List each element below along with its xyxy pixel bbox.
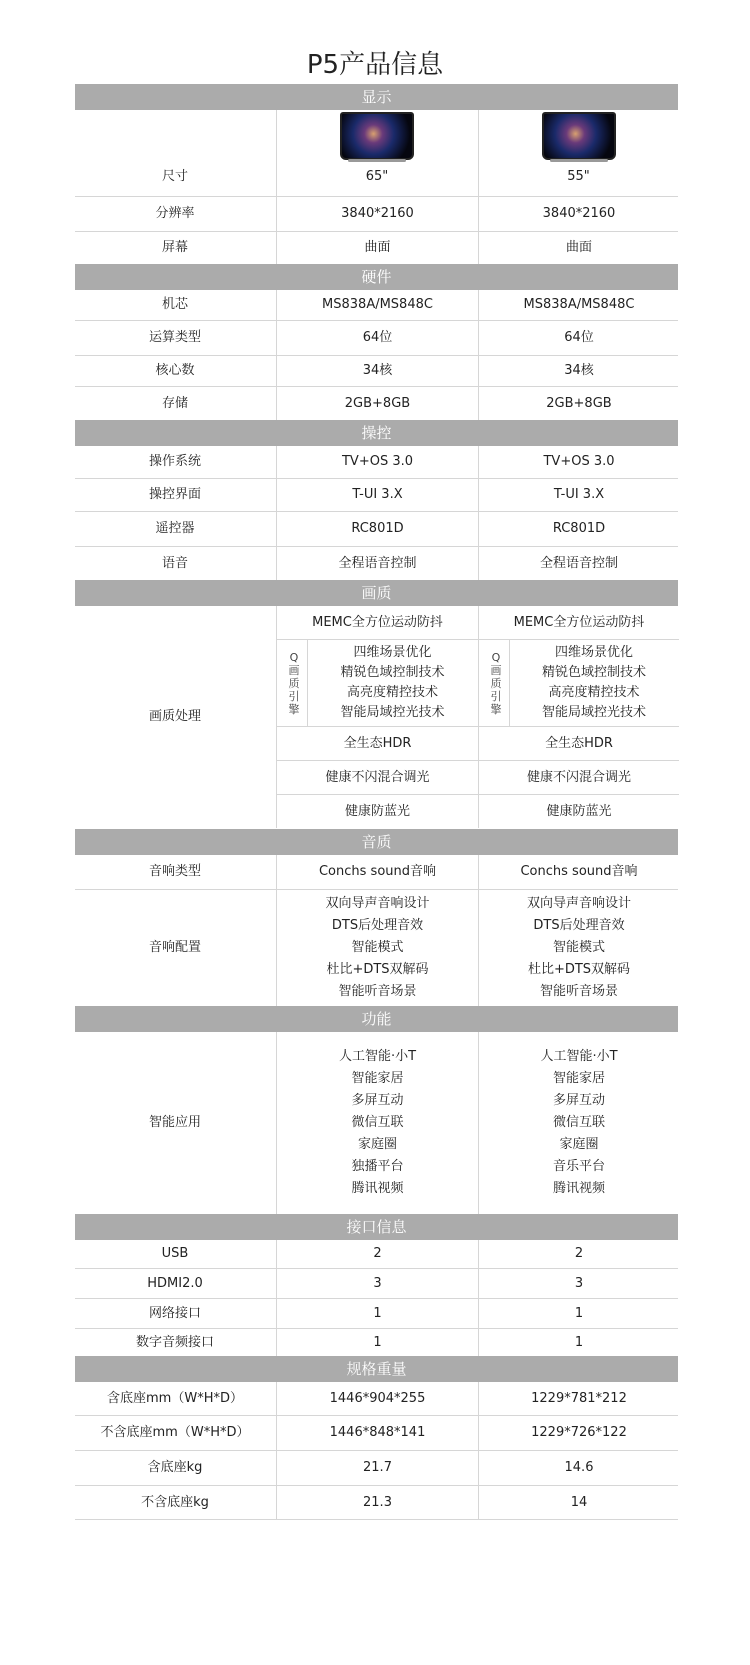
value-a: 3 bbox=[276, 1269, 478, 1298]
value-a: T-UI 3.X bbox=[276, 479, 478, 511]
value-a: 1 bbox=[276, 1329, 478, 1356]
value-a: 2GB+8GB bbox=[276, 387, 478, 420]
row-label: 网络接口 bbox=[148, 1305, 201, 1321]
spec-row-size bbox=[75, 110, 678, 197]
row-label: 屏幕 bbox=[161, 240, 188, 255]
value-b: 3840*2160 bbox=[478, 197, 679, 231]
value-a: 曲面 bbox=[276, 232, 478, 264]
dimming-feature: 健康不闪混合调光 bbox=[479, 761, 679, 795]
spec-row-chip bbox=[75, 290, 678, 321]
section-header-control: 操控 bbox=[75, 420, 678, 446]
section-header-display: 显示 bbox=[75, 84, 678, 110]
q-engine-block bbox=[277, 640, 478, 727]
q-engine-block bbox=[479, 640, 679, 727]
value-a: 1 bbox=[276, 1299, 478, 1328]
spec-row-with-base-dim bbox=[75, 1382, 678, 1416]
spec-row-with-base-kg bbox=[75, 1451, 678, 1486]
row-label: 数字音频接口 bbox=[135, 1334, 214, 1350]
picture-cell-a bbox=[276, 606, 478, 828]
value-b: 64位 bbox=[478, 321, 679, 355]
spec-row-usb bbox=[75, 1240, 678, 1269]
hdr-feature: 全生态HDR bbox=[277, 727, 478, 761]
spec-row-os bbox=[75, 446, 678, 479]
spec-row-voice bbox=[75, 547, 678, 580]
smart-apps-a: 人工智能·小T 智能家居 多屏互动 微信互联 家庭圈 独播平台 腾讯视频 bbox=[276, 1032, 478, 1214]
row-label: 操作系统 bbox=[148, 454, 201, 469]
spec-row-hdmi bbox=[75, 1269, 678, 1299]
row-label: 画质处理 bbox=[148, 709, 201, 724]
spec-row-cores bbox=[75, 356, 678, 387]
spec-row-audio-config bbox=[75, 890, 678, 1006]
value-b: 2GB+8GB bbox=[478, 387, 679, 420]
section-header-hardware: 硬件 bbox=[75, 264, 678, 290]
section-header-audio: 音质 bbox=[75, 829, 678, 855]
dimming-feature: 健康不闪混合调光 bbox=[277, 761, 478, 795]
value-a: 34核 bbox=[276, 356, 478, 386]
audio-config-b: 双向导声音响设计 DTS后处理音效 智能模式 杜比+DTS双解码 智能听音场景 bbox=[478, 890, 679, 1006]
value-a: RC801D bbox=[276, 512, 478, 546]
spec-row-ui bbox=[75, 479, 678, 512]
value-b: Conchs sound音响 bbox=[478, 855, 679, 889]
value-a: 1446*904*255 bbox=[276, 1382, 478, 1415]
spec-row-resolution bbox=[75, 197, 678, 232]
value-b: 34核 bbox=[478, 356, 679, 386]
value-b: RC801D bbox=[478, 512, 679, 546]
row-label: 遥控器 bbox=[155, 521, 195, 536]
row-label: 含底座mm（W*H*D） bbox=[107, 1390, 243, 1406]
q-engine-features: 四维场景优化 精锐色域控制技术 高亮度精控技术 智能局域控光技术 bbox=[541, 645, 646, 720]
row-label: 机芯 bbox=[161, 297, 188, 312]
spec-row-digital-audio bbox=[75, 1329, 678, 1356]
value-b: 1229*781*212 bbox=[478, 1382, 679, 1415]
smart-apps-b: 人工智能·小T 智能家居 多屏互动 微信互联 家庭圈 音乐平台 腾讯视频 bbox=[478, 1032, 679, 1214]
hdr-feature: 全生态HDR bbox=[479, 727, 679, 761]
value-b: 14.6 bbox=[478, 1451, 679, 1485]
page-title: P5产品信息 bbox=[306, 50, 444, 80]
size-value: 55" bbox=[567, 169, 590, 184]
q-engine-label: Q 画 质 引 擎 bbox=[483, 640, 510, 726]
spec-row-without-base-dim bbox=[75, 1416, 678, 1451]
value-a: Conchs sound音响 bbox=[276, 855, 478, 889]
value-b: 曲面 bbox=[478, 232, 679, 264]
size-cell-b bbox=[478, 110, 678, 196]
section-header-spec: 规格重量 bbox=[75, 1356, 678, 1382]
value-b: 14 bbox=[478, 1486, 679, 1519]
picture-cell-b bbox=[478, 606, 679, 828]
value-b: 2 bbox=[478, 1240, 679, 1268]
spec-row-network bbox=[75, 1299, 678, 1329]
row-label: 含底座kg bbox=[147, 1460, 203, 1475]
value-a: 2 bbox=[276, 1240, 478, 1268]
size-value: 65" bbox=[365, 169, 389, 184]
row-label: 分辨率 bbox=[155, 206, 195, 221]
row-label: 操控界面 bbox=[148, 487, 201, 502]
value-b: 1 bbox=[478, 1299, 679, 1328]
row-label: 音响配置 bbox=[148, 940, 201, 955]
row-label: 不含底座kg bbox=[141, 1494, 209, 1510]
spec-row-audio-type bbox=[75, 855, 678, 890]
row-label: HDMI2.0 bbox=[147, 1275, 203, 1291]
spec-row-screen bbox=[75, 232, 678, 264]
tv-product-image bbox=[338, 110, 416, 162]
value-b: 1 bbox=[478, 1329, 679, 1356]
spec-row-smart-apps bbox=[75, 1032, 678, 1214]
value-a: TV+OS 3.0 bbox=[276, 446, 478, 478]
row-label: 核心数 bbox=[155, 363, 195, 378]
value-a: MS838A/MS848C bbox=[276, 290, 478, 320]
value-b: TV+OS 3.0 bbox=[478, 446, 679, 478]
memc-feature: MEMC全方位运动防抖 bbox=[277, 606, 478, 640]
section-header-picture: 画质 bbox=[75, 580, 678, 606]
row-label: 尺寸 bbox=[161, 169, 188, 184]
value-b: T-UI 3.X bbox=[478, 479, 679, 511]
row-label: 运算类型 bbox=[148, 330, 201, 345]
value-a: 21.7 bbox=[276, 1451, 478, 1485]
section-header-ports: 接口信息 bbox=[75, 1214, 678, 1240]
q-engine-label: Q 画 质 引 擎 bbox=[281, 640, 308, 726]
spec-row-picture-processing bbox=[75, 606, 678, 828]
row-label: 音响类型 bbox=[148, 864, 201, 879]
value-b: 1229*726*122 bbox=[478, 1416, 679, 1450]
bluelight-feature: 健康防蓝光 bbox=[344, 803, 410, 819]
section-header-function: 功能 bbox=[75, 1006, 678, 1032]
value-a: 1446*848*141 bbox=[276, 1416, 478, 1450]
audio-config-a: 双向导声音响设计 DTS后处理音效 智能模式 杜比+DTS双解码 智能听音场景 bbox=[276, 890, 478, 1006]
row-label: 存储 bbox=[161, 395, 188, 411]
value-b: 3 bbox=[478, 1269, 679, 1298]
tv-product-image bbox=[540, 110, 618, 162]
spec-row-without-base-kg bbox=[75, 1486, 678, 1520]
value-a: 64位 bbox=[276, 321, 478, 355]
memc-feature: MEMC全方位运动防抖 bbox=[479, 606, 679, 640]
size-cell-a bbox=[276, 110, 477, 196]
row-label: USB bbox=[161, 1246, 189, 1261]
value-a: 全程语音控制 bbox=[276, 547, 478, 580]
spec-row-remote bbox=[75, 512, 678, 547]
row-label: 不含底座mm（W*H*D） bbox=[100, 1425, 250, 1440]
q-engine-features: 四维场景优化 精锐色域控制技术 高亮度精控技术 智能局域控光技术 bbox=[340, 645, 445, 720]
row-label: 智能应用 bbox=[148, 1115, 201, 1130]
value-a: 3840*2160 bbox=[276, 197, 478, 231]
value-b: MS838A/MS848C bbox=[478, 290, 679, 320]
bluelight-feature: 健康防蓝光 bbox=[546, 803, 612, 819]
value-b: 全程语音控制 bbox=[478, 547, 679, 580]
row-label: 语音 bbox=[161, 555, 188, 571]
value-a: 21.3 bbox=[276, 1486, 478, 1519]
spec-row-storage bbox=[75, 387, 678, 420]
spec-row-arch bbox=[75, 321, 678, 356]
